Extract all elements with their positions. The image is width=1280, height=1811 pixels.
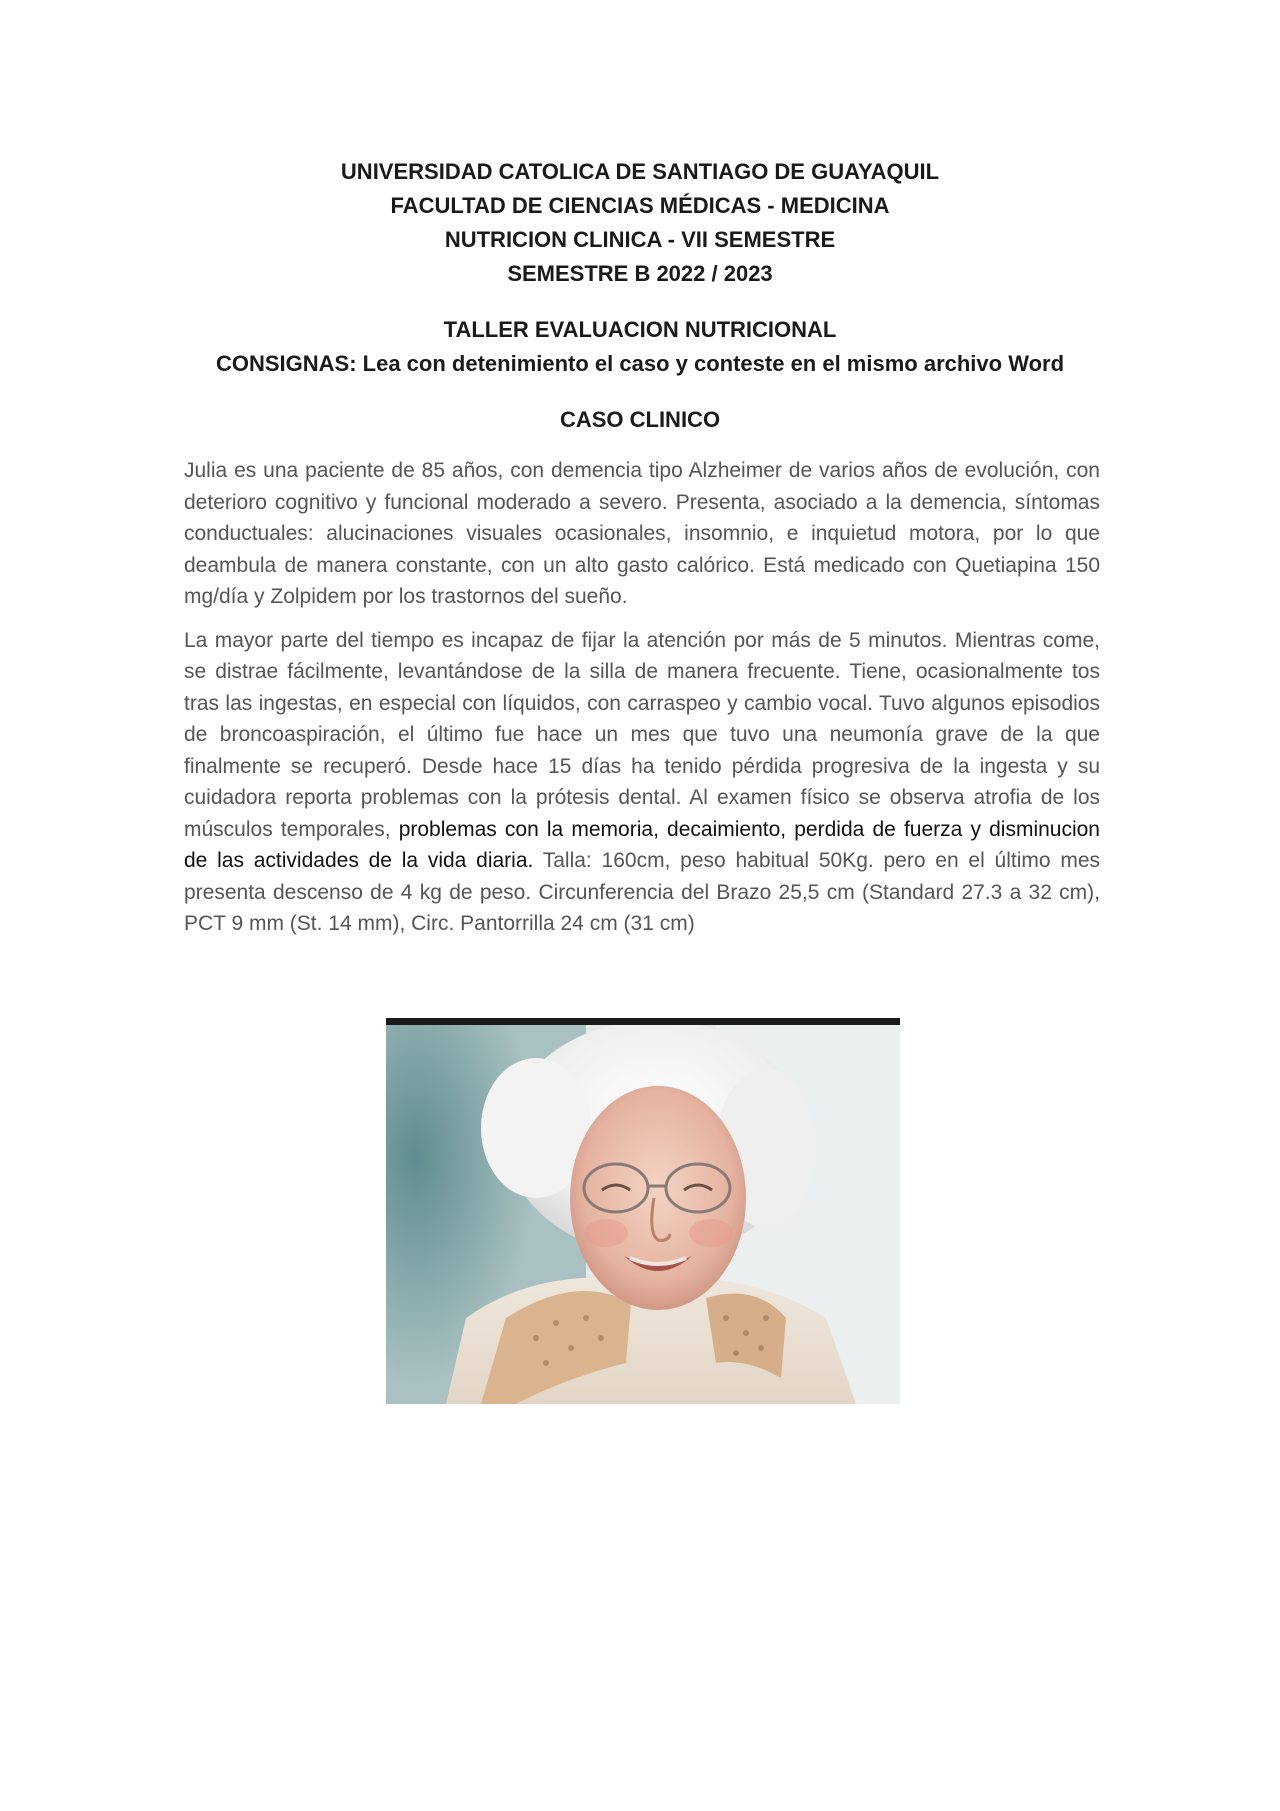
university-name: UNIVERSIDAD CATOLICA DE SANTIAGO DE GUAYAQUIL — [340, 159, 940, 184]
case-paragraph-2-intro: La mayor parte del tiempo es incapaz de fijar la atención por más de 5 minutos. Mientras come, se distrae fácilmente, levantándose de la silla de manera frecuente. Tiene, ocasionalmente tos tras las ingestas, en especial con líquidos, con carraspeo y cambio vocal. Tuvo algunos episodios de broncoaspiración, el último fue hace un mes que tuvo una neumonía grave de la que finalmente se recuperó. Desde hace 15 días ha tenido pérdida progresiva de la ingesta y su cuidadora reporta problemas con la prótesis dental. Al examen físico se observa atrofia de los músculos temporales, — [184, 628, 1100, 841]
faculty-name: FACULTAD DE CIENCIAS MÉDICAS - MEDICINA — [390, 193, 890, 218]
elderly-woman-image — [386, 1018, 900, 1404]
patient-photo — [386, 1018, 900, 1404]
case-paragraph-2-measurements: Talla: 160cm, peso habitual 50Kg. pero en el último mes presenta descenso de 4 kg de peso. Circunferencia del Brazo 25,5 cm (Standard 27.3 a 32 cm), PCT 9 mm (St. 14 mm), Circ. Pantorrilla 24 cm (31 cm) — [184, 849, 1100, 935]
case-paragraph-1: Julia es una paciente de 85 años, con demencia tipo Alzheimer de varios años de evolución, con deterioro cognitivo y funcional moderado a severo. Presenta, asociado a la demencia, síntomas conductuales: alucinaciones visuales ocasionales, insomnio, e inquietud motora, por lo que deambula de manera constante, con un alto gasto calórico. Está medicado con Quetiapina 150 mg/día y Zolpidem por los trastornos del sueño. — [184, 459, 1100, 608]
case-paragraph-2-highlight: problemas con la memoria, decaimiento, perdida de fuerza y disminucion de las actividades de la vida diaria. — [184, 817, 1100, 872]
instructions-text: CONSIGNAS: Lea con detenimiento el caso y conteste en el mismo archivo Word — [215, 351, 1065, 376]
case-title: CASO CLINICO — [559, 407, 721, 432]
document-header — [180, 155, 1100, 437]
semester-label: SEMESTRE B 2022 / 2023 — [507, 261, 773, 286]
photo-border — [386, 1018, 900, 1025]
course-name: NUTRICION CLINICA - VII SEMESTRE — [444, 227, 836, 252]
case-paragraph-2 — [184, 625, 1100, 940]
case-body — [184, 455, 1100, 940]
workshop-title: TALLER EVALUACION NUTRICIONAL — [443, 317, 837, 342]
